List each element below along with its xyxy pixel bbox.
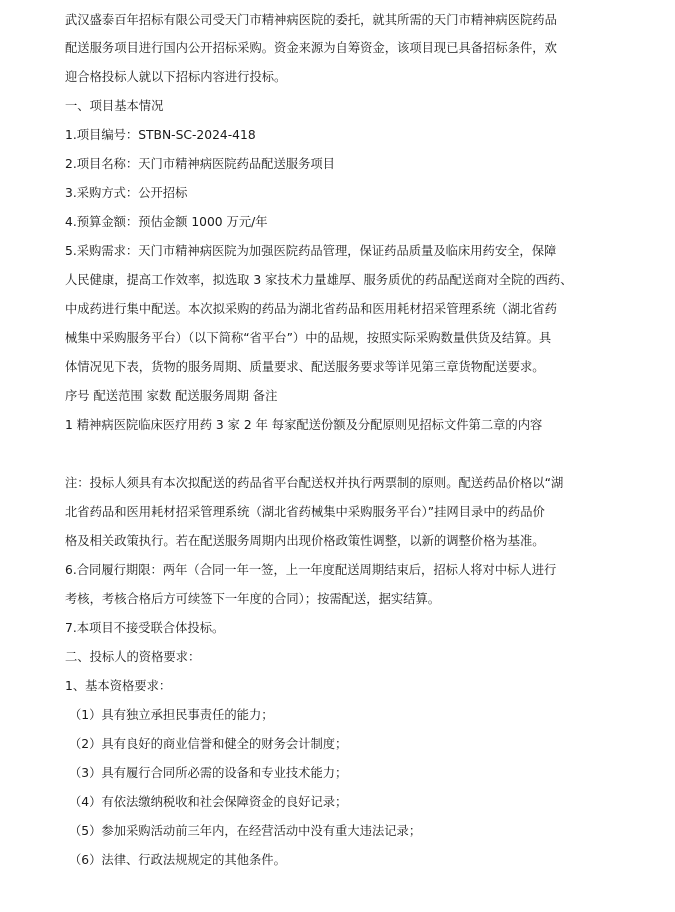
- note-line-2: 北省药品和医用耗材招采管理系统（湖北省药械集中采购服务平台）”挂网目录中的药品价: [65, 505, 545, 519]
- budget-amount: 4.预算金额：预估金额 1000 万元/年: [65, 215, 268, 229]
- requirement-line-4: 械集中采购服务平台）（以下简称“省平台”）中的品规，按照实际采购数量供货及结算。具: [65, 331, 552, 345]
- contract-period-line-1: 6.合同履行期限：两年（合同一年一签，上一年度配送周期结束后，招标人将对中标人进行: [65, 563, 557, 577]
- qualification-item-2: （2）具有良好的商业信誉和健全的财务会计制度；: [69, 737, 348, 751]
- table-header-row: 序号 配送范围 家数 配送服务周期 备注: [65, 389, 278, 403]
- intro-line-3: 迎合格投标人就以下招标内容进行投标。: [65, 70, 287, 84]
- note-line-3: 格及相关政策执行。若在配送服务周期内出现价格政策性调整，以新的调整价格为基准。: [65, 534, 545, 548]
- requirement-line-1: 5.采购需求：天门市精神病医院为加强医院药品管理，保证药品质量及临床用药安全，保障: [65, 244, 557, 258]
- basic-qualifications-heading: 1、基本资格要求：: [65, 679, 172, 693]
- project-name: 2.项目名称：天门市精神病医院药品配送服务项目: [65, 157, 335, 171]
- qualification-item-5: （5）参加采购活动前三年内，在经营活动中没有重大违法记录；: [69, 824, 422, 838]
- intro-line-1: 武汉盛泰百年招标有限公司受天门市精神病医院的委托，就其所需的天门市精神病医院药品: [65, 13, 557, 27]
- note-line-1: 注：投标人须具有本次拟配送的药品省平台配送权并执行两票制的原则。配送药品价格以“湖: [65, 476, 564, 490]
- qualification-item-4: （4）有依法缴纳税收和社会保障资金的良好记录；: [69, 795, 348, 809]
- qualification-item-3: （3）具有履行合同所必需的设备和专业技术能力；: [69, 766, 348, 780]
- requirement-line-5: 体情况见下表，货物的服务周期、质量要求、配送服务要求等详见第三章货物配送要求。: [65, 360, 545, 374]
- consortium-notice: 7.本项目不接受联合体投标。: [65, 621, 225, 635]
- qualification-item-1: （1）具有独立承担民事责任的能力；: [69, 708, 274, 722]
- intro-line-2: 配送服务项目进行国内公开招标采购。资金来源为自筹资金，该项目现已具备招标条件，欢: [65, 41, 557, 55]
- table-data-row: 1 精神病医院临床医疗用药 3 家 2 年 每家配送份额及分配原则见招标文件第二章的内容: [65, 418, 543, 432]
- requirement-line-2: 人民健康，提高工作效率，拟选取 3 家技术力量雄厚、服务质优的药品配送商对全院的西药、: [65, 273, 573, 287]
- contract-period-line-2: 考核，考核合格后方可续签下一年度的合同）；按需配送，据实结算。: [65, 592, 441, 606]
- section-heading-project-info: 一、项目基本情况: [65, 99, 164, 113]
- section-heading-qualifications: 二、投标人的资格要求：: [65, 650, 201, 664]
- requirement-line-3: 中成药进行集中配送。本次拟采购的药品为湖北省药品和医用耗材招采管理系统（湖北省药: [65, 302, 557, 316]
- qualification-item-6: （6）法律、行政法规规定的其他条件。: [69, 853, 286, 867]
- procurement-method: 3.采购方式：公开招标: [65, 186, 188, 200]
- project-number: 1.项目编号：STBN-SC-2024-418: [65, 128, 256, 142]
